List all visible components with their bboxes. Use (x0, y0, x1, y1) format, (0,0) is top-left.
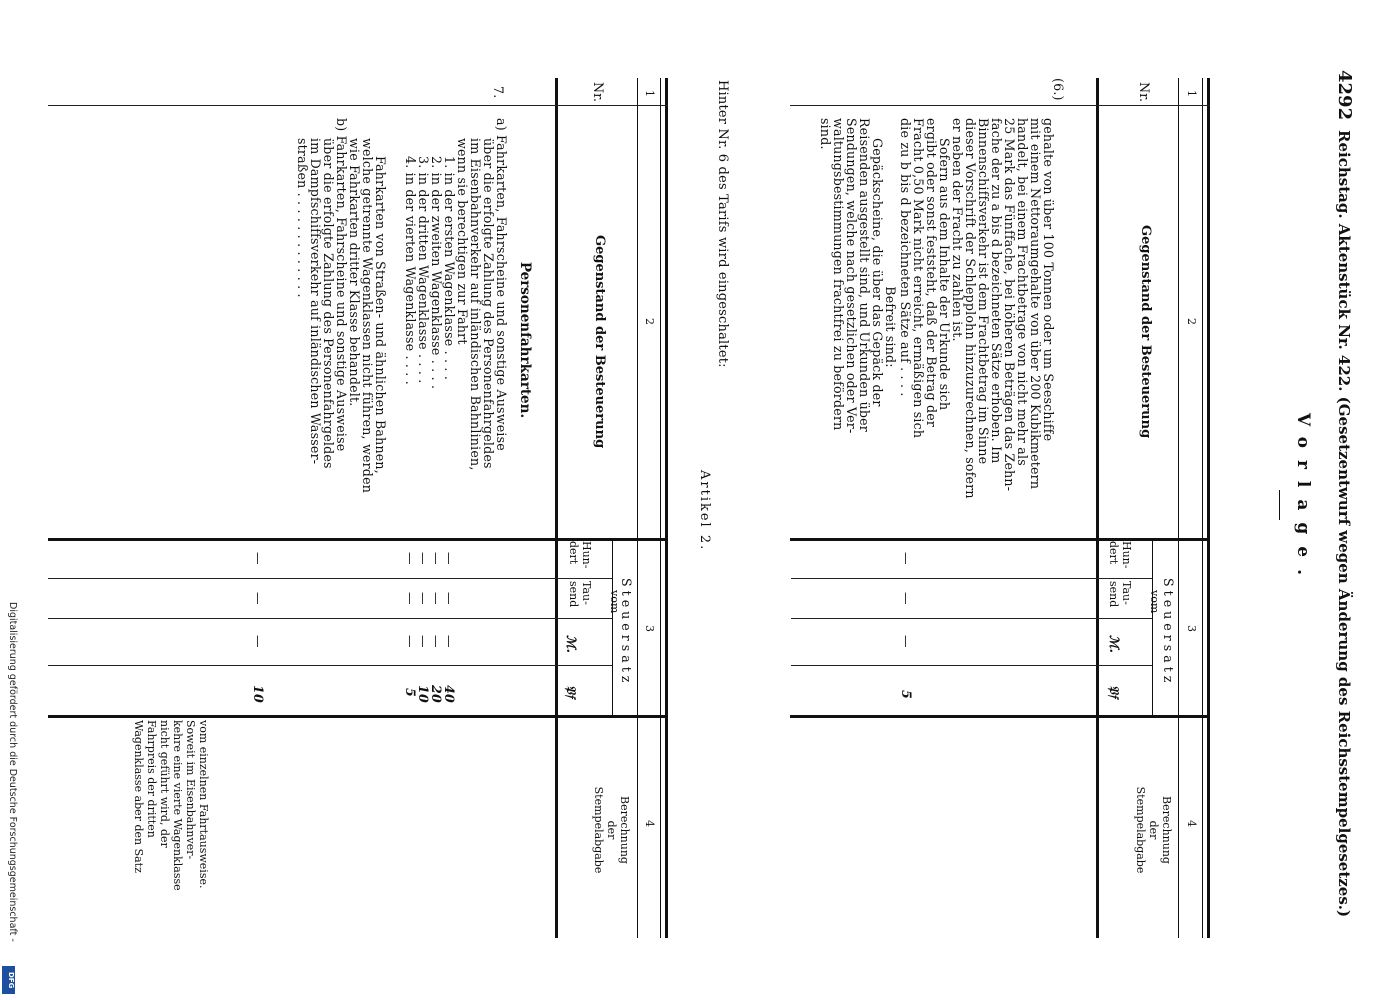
lower-col-1-number: 1 (643, 90, 656, 97)
upper-pf-label: 𝔓𝔣 (1107, 685, 1122, 699)
dfg-logo-text: DFG (7, 971, 15, 989)
upper-mark-label: ℳ. (1107, 635, 1122, 654)
class-row-3: 3. in der dritten Wagenklasse . . . . (416, 156, 431, 384)
lower-col-divider-1 (48, 105, 668, 106)
lower-pf-label: 𝔓𝔣 (564, 685, 579, 699)
upper-nr-header: Nr. (1137, 82, 1152, 103)
class-3-dash-hundert: — (416, 552, 431, 565)
lower-berechnung-line-3: Stempelabgabe (592, 786, 605, 874)
upper-col-2-number: 2 (1185, 318, 1198, 325)
lower-row-nr: 7. (491, 86, 506, 99)
section-title: Personenfahrkarten. (517, 261, 533, 419)
class-1-dash-tausend: — (442, 592, 457, 605)
upper-text-line: Fracht 0,50 Mark nicht erreicht, ermäßigen sich (911, 118, 926, 439)
class-4-dash-tausend: — (403, 592, 418, 605)
upper-row-nr: (6.) (1051, 78, 1066, 101)
b-line: straßen . . . . . . . . . . . . . (295, 138, 310, 298)
upper-vom-label: vom (1148, 590, 1161, 614)
upper-col-1-number: 1 (1185, 90, 1198, 97)
lower-nr-header: Nr. (591, 82, 606, 103)
lower-berechnung-header (592, 760, 631, 900)
lower-col-divider-3c (48, 665, 613, 666)
upper-steuersatz-header: Steuersatz (1161, 578, 1176, 687)
upper-berechnung-line-2: der (1147, 820, 1160, 840)
lower-gegenstand-header: Gegenstand der Besteuerung (592, 235, 607, 449)
upper-dash-hundert: — (899, 552, 914, 565)
upper-text-line: gehalte von über 100 Tonnen oder um Seeschiffe (1041, 118, 1056, 442)
lower-mark-label: ℳ. (564, 635, 579, 654)
lower-tausend-label: Tau- send (567, 581, 593, 608)
class-2-dash-mark: — (429, 635, 444, 648)
lower-vom-label: vom (608, 590, 621, 614)
class-3-pf: 10 (416, 685, 431, 703)
upper-col-4-number: 4 (1185, 820, 1198, 827)
lower-steuersatz-header: Steuersatz (619, 578, 634, 687)
lower-berechnung-line-1: Berechnung (618, 796, 631, 864)
class-2-dash-tausend: — (429, 592, 444, 605)
class-1-dash-mark: — (442, 635, 457, 648)
a-line: a) Fahrkarten, Fahrscheine und sonstige Ausweise (494, 118, 509, 451)
class-1-dash-hundert: — (442, 552, 457, 565)
b-dash-hundert: — (251, 552, 266, 565)
berechnung-note-line: nicht geführt wird, der (158, 720, 171, 848)
upper-col-3-number: 3 (1185, 625, 1198, 632)
b-line: b) Fahrkarten, Fahrscheine und sonstige Ausweise (334, 118, 349, 452)
a-line: wenn sie berechtigen zur Fahrt (455, 138, 470, 345)
berechnung-note (132, 720, 210, 920)
class-3-dash-mark: — (416, 635, 431, 648)
upper-dash-tausend: — (899, 592, 914, 605)
upper-text-line: fache der zu a bis d bezeichneten Sätze erhoben. Im (989, 118, 1004, 464)
upper-text-line: handelt, bei einem Frachtbetrage von nicht mehr als (1015, 118, 1030, 466)
upper-gegenstand-header: Gegenstand der Besteuerung (1138, 225, 1153, 439)
b-dash-mark: — (251, 635, 266, 648)
lower-col-divider-4 (48, 715, 668, 718)
running-title: Reichstag. Aktenstück Nr. 422. (Gesetzentwurf wegen Änderung des Reichsstempelgesetzes.) (1335, 130, 1353, 918)
class-row-2: 2. in der zweiten Wagenklasse . . . . (429, 156, 444, 390)
lower-col-4-number: 4 (643, 820, 656, 827)
b-dash-tausend: — (251, 592, 266, 605)
lower-col-2-number: 2 (643, 318, 656, 325)
befreit-line: waltungsbestimmungen frachtfrei zu befördern (831, 118, 846, 431)
lower-col-divider-3b (48, 618, 613, 619)
digitization-note: Digitalisierung gefördert durch die Deutsche Forschungsgemeinschaft - (7, 602, 18, 942)
class-2-dash-hundert: — (429, 552, 444, 565)
upper-tausend-label: Tau- send (1107, 581, 1133, 608)
upper-text-line: Sofern aus dem Inhalte der Urkunde sich (937, 138, 952, 411)
upper-text-line: die zu b bis d bezeichneten Sätze auf . . . . (898, 118, 913, 397)
digitization-sidebar (0, 0, 18, 1000)
class-row-4: 4. in der vierten Wagenklasse . . . . (403, 156, 418, 385)
dfg-logo (2, 966, 15, 994)
upper-berechnung-line-3: Stempelabgabe (1134, 786, 1147, 874)
artikel-heading: Artikel 2. (697, 470, 712, 552)
upper-text-line: Binnenschiffsverkehr ist dem Frachtbetrag im Sinne (976, 118, 991, 465)
lower-table-header-rule (555, 78, 558, 938)
class-4-dash-mark: — (403, 635, 418, 648)
befreit-line: sind. (818, 118, 833, 150)
lower-row-text (296, 118, 508, 536)
insertion-line: Hinter Nr. 6 des Tarifs wird eingeschaltet: (715, 80, 730, 368)
class-row-1: 1. in der ersten Wagenklasse . . . . (442, 156, 457, 381)
b-pf: 10 (251, 685, 266, 703)
upper-text-line: 25 Mark das Fünffache, bei höheren Beträgen das Zehn- (1002, 118, 1017, 492)
class-3-dash-tausend: — (416, 592, 431, 605)
a-line: über die erfolgte Zahlung des Personenfahrgeldes (481, 138, 496, 469)
page-number: 4292 (1334, 70, 1355, 121)
berechnung-note-line: Fahrpreis der dritten (145, 720, 158, 838)
class-4-dash-hundert: — (403, 552, 418, 565)
class-2-pf: 20 (429, 685, 444, 703)
befreit-line: Reisenden ausgestellt sind, und Urkunden über (857, 118, 872, 433)
upper-hundert-label: Hun- dert (1107, 541, 1133, 569)
strassen-line: wie Fahrkarten dritter Klasse behandelt. (347, 138, 362, 407)
berechnung-note-line: kehre eine vierte Wagenklasse (171, 720, 184, 891)
lower-table-number-row-rule (637, 78, 638, 938)
upper-text-line: ergibt oder sonst feststeht, daß der Betrag der (924, 118, 939, 428)
berechnung-note-line: vom einzelnen Fahrtausweise. (197, 720, 210, 889)
lower-berechnung-line-2: der (605, 820, 618, 840)
a-line: im Eisenbahnverkehr auf inländischen Bahnlinien, (468, 138, 483, 471)
befreit-line: Sendungen, welche nach gesetzlichen oder Ver- (844, 118, 859, 434)
upper-text-line: er neben der Fracht zu zahlen ist. (950, 118, 965, 342)
lower-hundert-label: Hun- dert (567, 541, 593, 569)
berechnung-note-line: Wagenklasse aber den Satz (132, 720, 145, 873)
upper-dash-mark: — (899, 635, 914, 648)
class-1-pf: 40 (442, 685, 457, 703)
upper-rate-pf: 5 (899, 690, 914, 699)
strassen-line: welche getrennte Wagenklassen nicht führen, werden (360, 138, 375, 494)
strassen-line: Fahrkarten von Straßen- und ähnlichen Bahnen, (373, 156, 388, 474)
lower-table-top-rule-2 (660, 78, 661, 938)
class-4-pf: 5 (403, 688, 418, 697)
upper-text-line: dieser Vorschrift der Schlepplohn hinzuzurechnen, sofern (963, 118, 978, 499)
b-line: über die erfolgte Zahlung des Personenfahrgeldes (321, 138, 336, 469)
lower-table-top-rule (665, 78, 668, 938)
lower-col-divider-3a (48, 578, 613, 579)
lower-steuersatz-subrule (612, 538, 613, 715)
b-line: im Dampfschiffsverkehr auf inländischen Wasser- (308, 138, 323, 465)
upper-berechnung-line-1: Berechnung (1160, 796, 1173, 864)
befreit-line: Gepäckscheine, die über das Gepäck der (870, 138, 885, 407)
befreit-heading: Befreit sind: (883, 286, 898, 368)
lower-col-3-number: 3 (643, 625, 656, 632)
vorlage-heading: Vorlage. (1293, 412, 1313, 588)
upper-text-line: mit einem Nettoraumgehalte von über 200 Kubikmetern (1028, 118, 1043, 490)
berechnung-note-line: Soweit im Eisenbahnver- (184, 720, 197, 860)
